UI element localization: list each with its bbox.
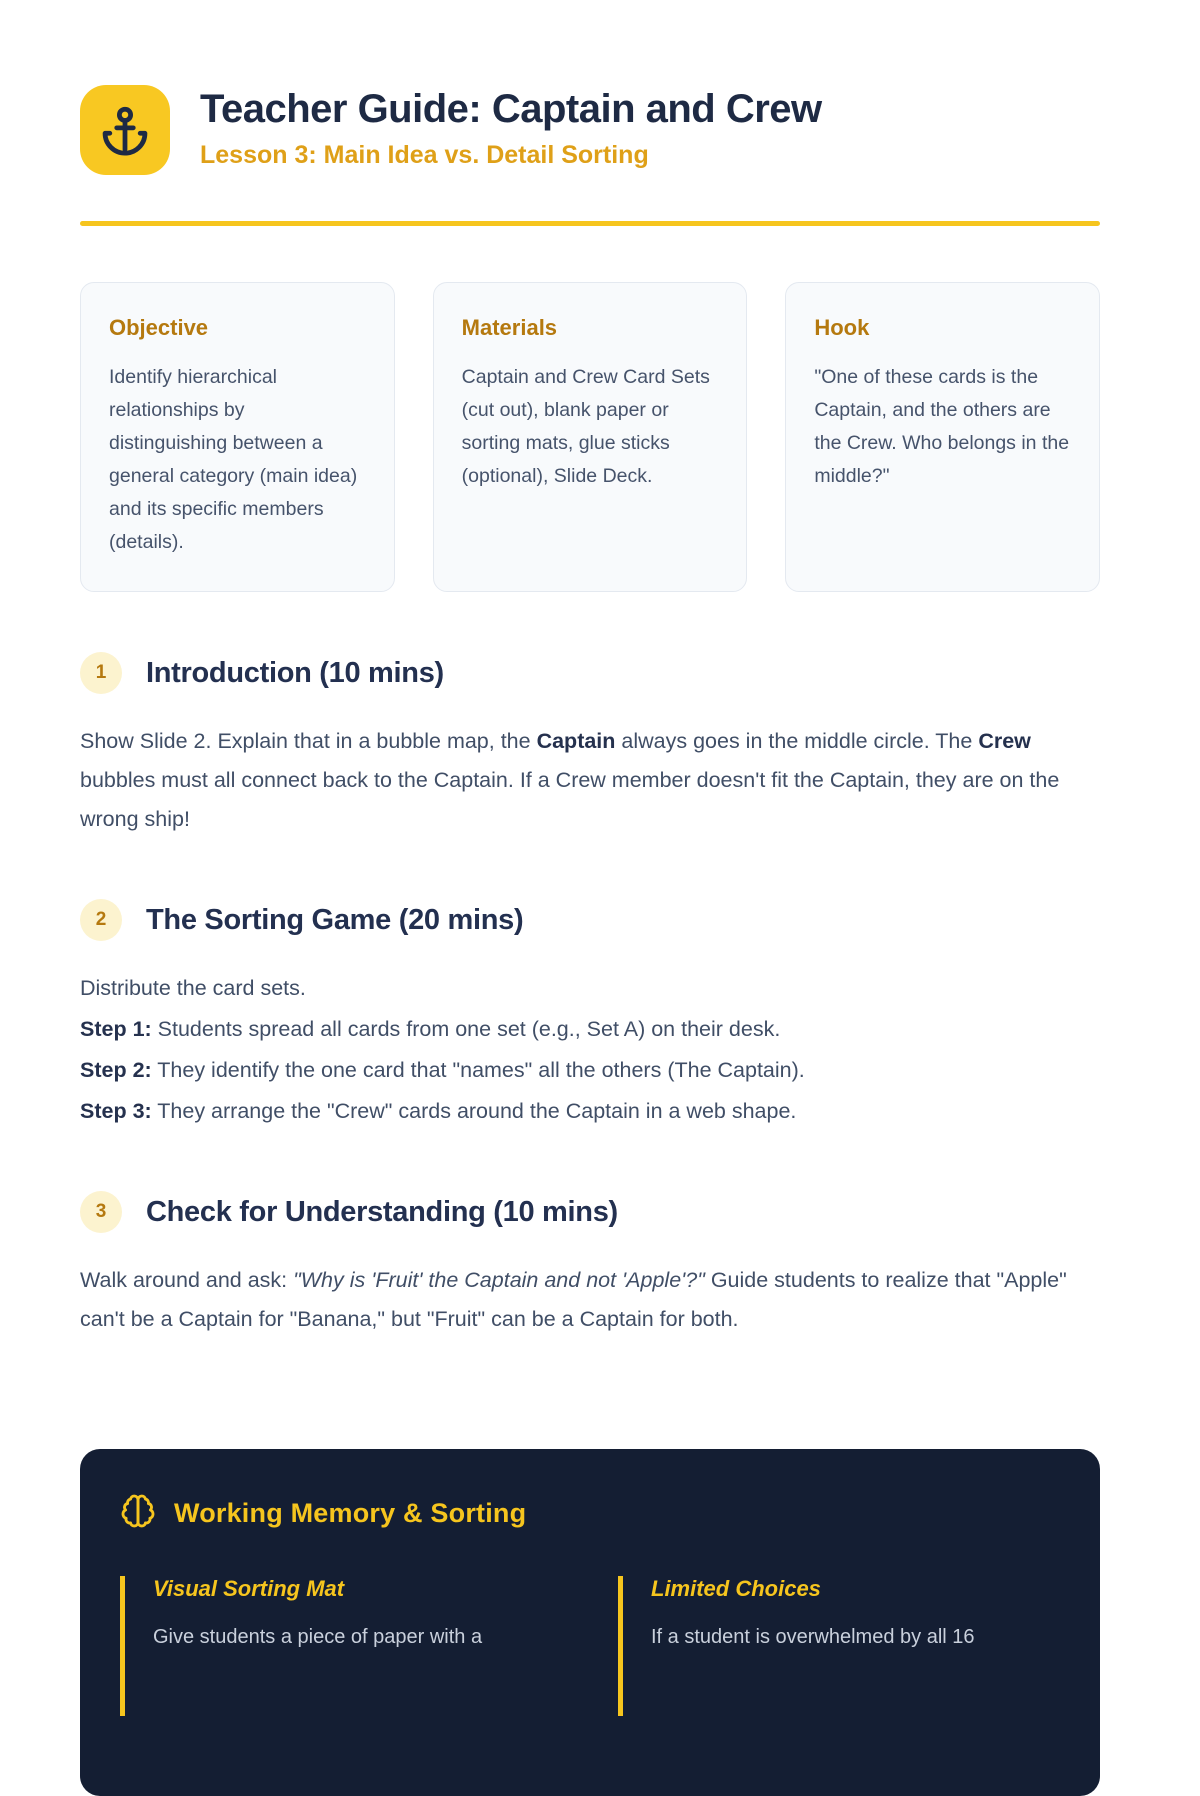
section-check-understanding-header	[80, 1191, 1100, 1233]
card-body: Identify hierarchical relationships by distinguishing between a general category (main idea) and its specific members (details).	[109, 366, 358, 553]
section-paragraph: Show Slide 2. Explain that in a bubble map, the Captain always goes in the middle circle. The Crew bubbles must all connect back to the Captain. If a Crew member doesn't fit the Captain, they are on the wrong ship!	[80, 729, 1060, 831]
accent-divider	[80, 221, 1100, 226]
section-title: Check for Understanding (10 mins)	[146, 1195, 618, 1228]
header-text	[200, 85, 822, 170]
card-heading: Objective	[109, 315, 209, 340]
visual-sorting-mat-column	[120, 1576, 562, 1716]
card-body: "One of these cards is the Captain, and the others are the Crew. Who belongs in the middle?"	[814, 366, 1070, 487]
section-introduction-header	[80, 652, 1100, 694]
working-memory-header	[120, 1493, 1060, 1534]
working-memory-columns	[120, 1576, 1060, 1716]
step-line: Step 2: They identify the one card that "names" all the others (The Captain).	[80, 1058, 805, 1082]
working-memory-title: Working Memory & Sorting	[174, 1498, 527, 1528]
section-title: The Sorting Game (20 mins)	[146, 903, 524, 936]
section-title: Introduction (10 mins)	[146, 656, 444, 689]
step-line: Step 3: They arrange the "Crew" cards around the Captain in a web shape.	[80, 1099, 797, 1123]
page-header	[80, 85, 1100, 175]
materials-card	[433, 282, 748, 592]
page-subtitle: Lesson 3: Main Idea vs. Detail Sorting	[200, 141, 649, 169]
teacher-guide-page	[80, 0, 1100, 1796]
limited-choices-column	[618, 1576, 1060, 1716]
card-heading: Materials	[461, 315, 558, 340]
card-body: Captain and Crew Card Sets (cut out), blank paper or sorting mats, glue sticks (optional), Slide Deck.	[461, 366, 710, 487]
hook-card	[785, 282, 1100, 592]
info-card-row	[80, 282, 1100, 592]
section-sorting-game-header	[80, 899, 1100, 941]
section-paragraph: Walk around and ask: "Why is 'Fruit' the Captain and not 'Apple'?" Guide students to realize that "Apple" can't be a Captain for "Banana," but "Fruit" can be a Captain for both.	[80, 1268, 1067, 1331]
brain-icon	[120, 1493, 156, 1534]
focus-column-heading: Limited Choices	[651, 1576, 821, 1601]
section-number-badge: 1	[80, 652, 122, 694]
card-heading: Hook	[814, 315, 870, 340]
focus-column-body: Give students a piece of paper with a	[153, 1626, 483, 1648]
step-line: Step 1: Students spread all cards from one set (e.g., Set A) on their desk.	[80, 1017, 781, 1041]
focus-column-body: If a student is overwhelmed by all 16	[651, 1626, 975, 1648]
page-title: Teacher Guide: Captain and Crew	[200, 87, 822, 131]
objective-card	[80, 282, 395, 592]
section-number-badge: 2	[80, 899, 122, 941]
section-number-badge: 3	[80, 1191, 122, 1233]
anchor-icon	[80, 85, 170, 175]
focus-column-heading: Visual Sorting Mat	[153, 1576, 345, 1601]
working-memory-box	[80, 1449, 1100, 1796]
section-paragraph: Distribute the card sets.	[80, 976, 306, 1000]
